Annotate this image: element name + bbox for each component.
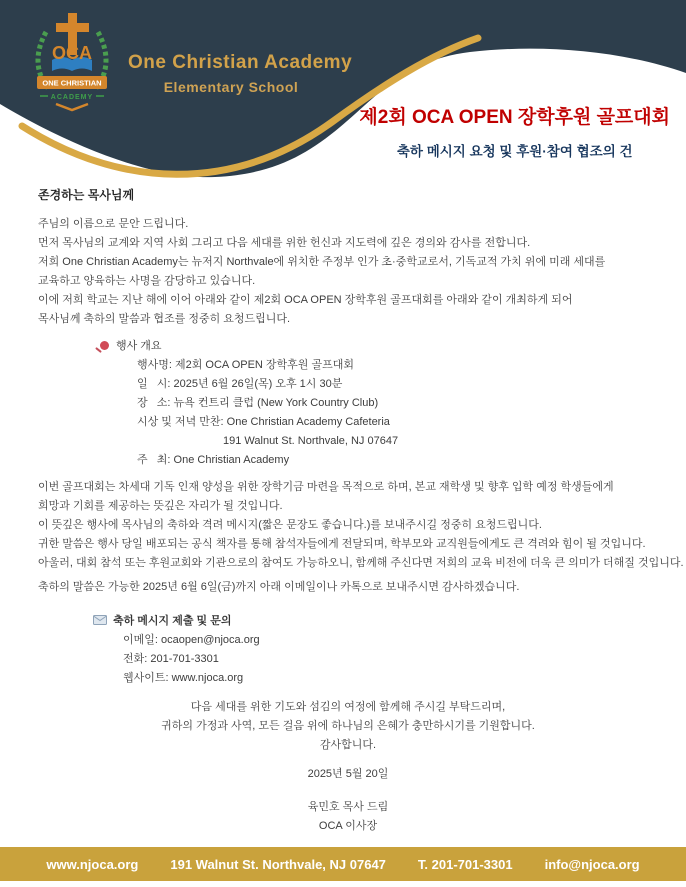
contact-section: [38, 612, 658, 688]
closing-line: 귀하의 가정과 사역, 모든 걸음 위에 하나님의 은혜가 충만하시기를 기원합니다.: [161, 720, 535, 732]
contact-heading: [93, 612, 658, 631]
closing-line: 다음 세대를 위한 기도와 섬김의 여정에 함께해 주시길 부탁드리며,: [190, 701, 506, 713]
paragraph-line: 귀한 말씀은 행사 당일 배포되는 공식 책자를 통해 참석자들에게 전달되며, 학부모와 교직원들에게도 큰 격려와 힘이 될 것입니다.: [38, 538, 646, 550]
paragraph-line: 이에 저희 학교는 지난 해에 이어 아래와 같이 제2회 OCA OPEN 장학후원 골프대회를 아래와 같이 개최하게 되어: [38, 294, 573, 306]
event-overview-heading: [100, 337, 658, 356]
closing-line: 감사합니다.: [319, 739, 377, 751]
document-title: 제2회 OCA OPEN 장학후원 골프대회: [359, 107, 670, 128]
event-overview-section: [38, 337, 658, 470]
event-details-list: [38, 356, 658, 470]
paragraph-line: 이 뜻깊은 행사에 목사님의 축하와 격려 메시지(짧은 문장도 좋습니다.)를 보내주시길 정중히 요청드립니다.: [38, 519, 542, 531]
event-detail-datetime: 일 시: 2025년 6월 26일(목) 오후 1시 30분: [137, 378, 343, 390]
logo-academy-text: ACADEMY: [50, 94, 94, 101]
pushpin-icon: [100, 341, 109, 350]
footer-bar: [0, 847, 686, 881]
paragraph-line: 먼저 목사님의 교계와 지역 사회 그리고 다음 세대를 위한 헌신과 지도력에 깊은 경의와 감사를 전합니다.: [38, 237, 531, 249]
event-detail-dinner: 시상 및 저녁 만찬: One Christian Academy Cafeteria: [137, 416, 390, 428]
document-subtitle: 축하 메시지 요청 및 후원·참여 협조의 건: [396, 144, 633, 159]
contact-phone: 전화: 201-701-3301: [123, 653, 219, 665]
event-overview-heading-label: 행사 개요: [116, 340, 162, 352]
event-detail-name: 행사명: 제2회 OCA OPEN 장학후원 골프대회: [137, 359, 354, 371]
footer-email: info@njoca.org: [544, 856, 640, 872]
intro-paragraph: [38, 215, 658, 329]
letter-date: 2025년 5월 20일: [307, 768, 389, 780]
deadline-note: 축하의 말씀은 가능한 2025년 6월 6일(금)까지 아래 이메일이나 카톡으로 보내주시면 감사하겠습니다.: [38, 581, 520, 593]
signature-title: OCA 이사장: [318, 820, 378, 832]
contact-email: 이메일: ocaopen@njoca.org: [123, 634, 260, 646]
footer-website: www.njoca.org: [46, 856, 139, 872]
paragraph-line: 목사님께 축하의 말씀과 협조를 정중히 요청드립니다.: [38, 313, 291, 325]
contact-lines: [38, 631, 658, 688]
signature-name: 육민호 목사 드림: [307, 801, 389, 813]
paragraph-line: 이번 골프대회는 차세대 기독 인재 양성을 위한 장학기금 마련을 목적으로 하며, 본교 재학생 및 향후 입학 예정 학생들에게: [38, 481, 614, 493]
paragraph-line: 주님의 이름으로 문안 드립니다.: [38, 218, 189, 230]
school-subtitle: Elementary School: [163, 79, 299, 95]
paragraph-line: 저희 One Christian Academy는 뉴저지 Northvale에 위치한 주정부 인가 초·중학교로서, 기독교적 가치 위에 미래 세대를: [38, 256, 606, 268]
contact-heading-label: 축하 메시지 제출 및 문의: [113, 615, 232, 627]
greeting: 존경하는 목사님께: [38, 188, 135, 202]
school-name: One Christian Academy: [128, 52, 353, 73]
paragraph-line: 희망과 기회를 제공하는 뜻깊은 자리가 될 것입니다.: [38, 500, 283, 512]
purpose-paragraph: [38, 478, 684, 573]
logo-banner-text: ONE CHRISTIAN: [42, 78, 102, 88]
contact-website: 웹사이트: www.njoca.org: [123, 672, 244, 684]
event-detail-place: 장 소: 뉴욕 컨트리 클럽 (New York Country Club): [137, 397, 379, 409]
logo-oca-text: OCA: [52, 43, 92, 63]
event-detail-address: 191 Walnut St. Northvale, NJ 07647: [223, 435, 399, 447]
envelope-icon: [93, 615, 107, 625]
footer-phone: T. 201-701-3301: [417, 856, 513, 872]
signature-block: [38, 798, 658, 836]
paragraph-line: 교육하고 양육하는 사명을 감당하고 있습니다.: [38, 275, 256, 287]
event-detail-host: 주 최: One Christian Academy: [137, 454, 290, 466]
footer-address: 191 Walnut St. Northvale, NJ 07647: [170, 856, 386, 872]
closing-paragraph: [38, 698, 658, 755]
paragraph-line: 아울러, 대회 참석 또는 후원교회와 기관으로의 참여도 가능하오니, 함께해 주신다면 저희의 교육 비전에 더욱 큰 의미가 더해질 것입니다.: [38, 557, 684, 569]
